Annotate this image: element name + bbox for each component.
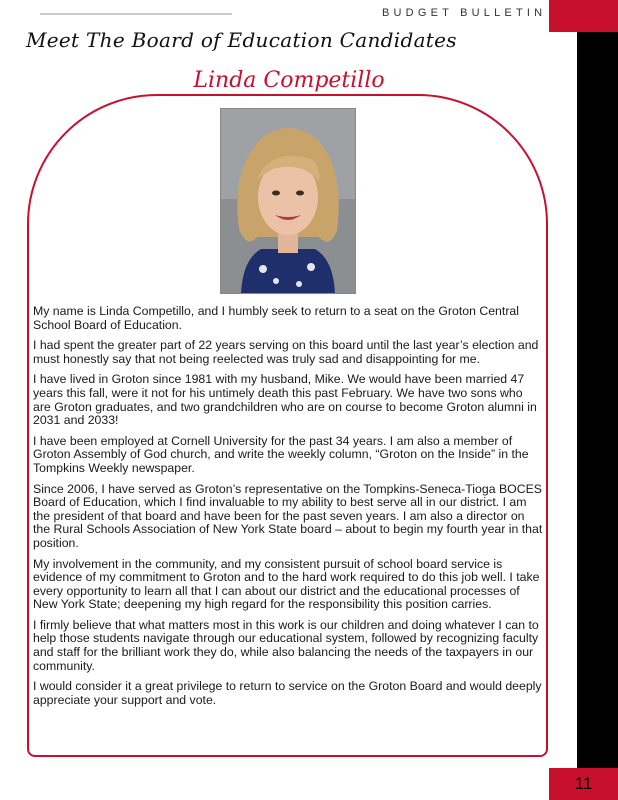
page-title: Meet The Board of Education Candidates	[26, 28, 457, 52]
bio-paragraph: My involvement in the community, and my consistent pursuit of school board service is evidence of my commitment to Groton and to the hard work required to do this job well. I take every opportunity to learn all that I can about our district and the educational processes of New York State; deepening my high regard for the responsibility this position carries.	[33, 556, 540, 612]
bio-paragraph: I firmly believe that what matters most in this work is our children and doing whatever I can to help those students navigate through our educational system, followed by recognizing faculty and staff for the brilliant work they do, while also balancing the needs of the taxpayers in our community.	[33, 617, 539, 673]
side-bar	[577, 32, 618, 772]
bio-paragraph: Since 2006, I have served as Groton’s representative on the Tompkins-Seneca-Tioga BOCES Board of Education, which I find invaluable to my ability to best serve all in our district. I am the president of that board and have been for the past seven years. I am also a director on the Rural Schools Association of New York State board – about to begin my fourth year in that position.	[33, 481, 543, 550]
candidate-photo	[220, 108, 356, 294]
bio-paragraph: I had spent the greater part of 22 years serving on this board until the last year’s election and must honestly say that not being reelected was truly sad and disappointing for me.	[33, 338, 539, 366]
bio-paragraph: I have lived in Groton since 1981 with my husband, Mike. We would have been married 47 years this fall, were it not for his untimely death this past February. We have two sons who are Groton graduates, and two grandchildren who are on course to become Groton alumni in 2031 and 2033!	[33, 372, 537, 428]
candidate-name: Linda Competillo	[150, 68, 428, 93]
page-number-box	[549, 768, 618, 800]
bio-paragraph: My name is Linda Competillo, and I humbly seek to return to a seat on the Groton Central School Board of Education.	[33, 304, 519, 332]
page-number: 11	[574, 774, 593, 793]
bio-paragraph: I would consider it a great privilege to return to service on the Groton Board and would deeply appreciate your support and vote.	[33, 679, 542, 707]
candidate-bio	[33, 305, 543, 714]
header-accent-tab	[549, 0, 618, 32]
section-label: BUDGET BULLETIN	[382, 7, 547, 19]
header-rule	[40, 13, 232, 15]
bio-paragraph: I have been employed at Cornell University for the past 34 years. I am also a member of Groton Assembly of God church, and write the weekly column, “Groton on the Inside” in the Tompkins Weekly newspaper.	[33, 433, 529, 475]
